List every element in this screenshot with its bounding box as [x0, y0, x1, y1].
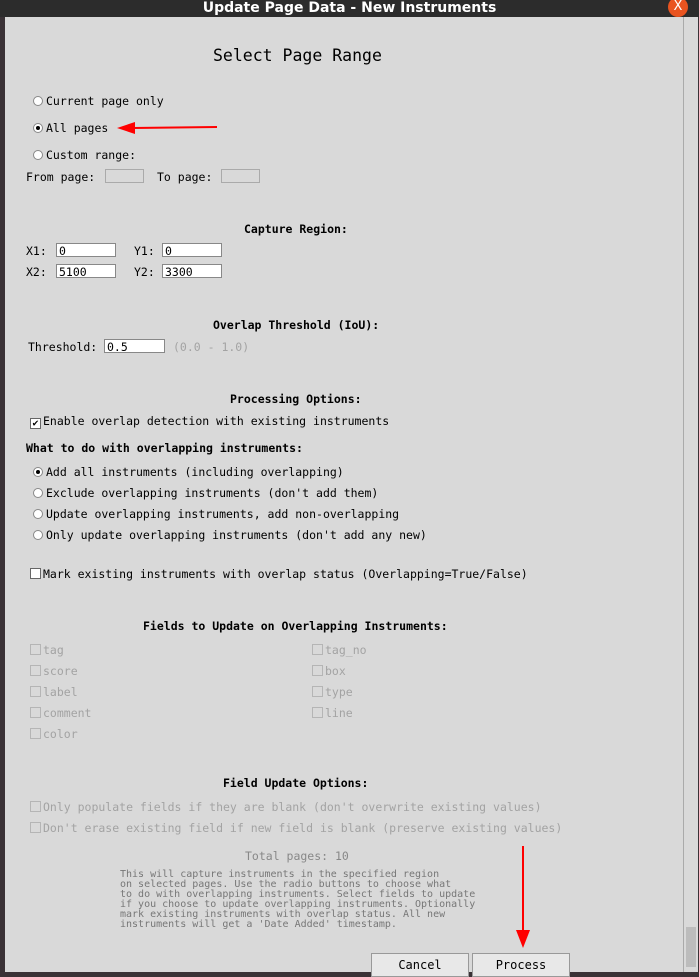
radio-label: Only update overlapping instruments (don't add any new)	[46, 528, 427, 542]
radio-update-overlapping[interactable]	[33, 507, 399, 521]
radio-label: All pages	[46, 121, 109, 135]
y2-input[interactable]: 3300	[162, 264, 222, 278]
enable-overlap-checkbox[interactable]	[30, 414, 389, 429]
x1-label: X1:	[26, 244, 47, 258]
x2-input[interactable]: 5100	[56, 264, 116, 278]
checkbox-icon	[312, 644, 323, 655]
checkbox-label: score	[43, 664, 78, 678]
radio-current-page[interactable]	[33, 94, 164, 108]
checkbox-label: type	[325, 685, 353, 699]
total-pages: Total pages: 10	[245, 849, 349, 863]
radio-add-all[interactable]	[33, 465, 344, 479]
dont-erase-checkbox[interactable]	[30, 821, 562, 835]
checkbox-icon	[30, 728, 41, 739]
x1-input[interactable]: 0	[56, 243, 116, 257]
process-button[interactable]: Process	[472, 953, 570, 977]
field-label-checkbox[interactable]	[30, 685, 78, 699]
threshold-hint: (0.0 - 1.0)	[173, 340, 250, 354]
checkbox-icon	[30, 568, 41, 579]
overlap-threshold-title: Overlap Threshold (IoU):	[213, 318, 380, 332]
field-update-options-title: Field Update Options:	[223, 776, 369, 790]
field-tag-no-checkbox[interactable]	[312, 643, 367, 657]
checkbox-icon	[312, 707, 323, 718]
radio-exclude-overlapping[interactable]	[33, 486, 378, 500]
from-page-input[interactable]	[105, 169, 144, 183]
threshold-input[interactable]: 0.5	[104, 339, 165, 353]
checkbox-label: box	[325, 664, 346, 678]
radio-label: Current page only	[46, 94, 164, 108]
close-button[interactable]: X	[668, 0, 688, 17]
field-comment-checkbox[interactable]	[30, 706, 91, 720]
x2-label: X2:	[26, 265, 47, 279]
radio-label: Add all instruments (including overlapping)	[46, 465, 344, 479]
window-title: Update Page Data - New Instruments	[202, 0, 497, 16]
title-bar	[0, 0, 699, 17]
checkbox-label: tag_no	[325, 643, 367, 657]
description-text: This will capture instruments in the specified region on selected pages. Use the radio buttons to choose what to do with overlapping instruments. Select fields to update if you choose to update overlapping instruments. Optionally mark existing instruments with overlap status. All new instruments will get a 'Date Added' timestamp.	[120, 869, 476, 930]
y1-input[interactable]: 0	[162, 243, 222, 257]
mark-overlap-checkbox[interactable]	[30, 567, 528, 581]
to-page-input[interactable]	[221, 169, 260, 183]
scrollbar[interactable]	[683, 17, 698, 972]
radio-label: Exclude overlapping instruments (don't add them)	[46, 486, 379, 500]
checkbox-label: Mark existing instruments with overlap status (Overlapping=True/False)	[43, 567, 528, 581]
checkbox-label: Don't erase existing field if new field is blank (preserve existing values)	[43, 821, 563, 835]
y2-label: Y2:	[134, 265, 155, 279]
checkbox-icon	[30, 686, 41, 697]
radio-custom-range[interactable]	[33, 148, 136, 162]
field-tag-checkbox[interactable]	[30, 643, 64, 657]
radio-icon	[33, 467, 43, 477]
checkbox-label: tag	[43, 643, 64, 657]
radio-all-pages[interactable]	[33, 121, 108, 135]
cancel-button[interactable]: Cancel	[371, 953, 469, 977]
annotation-arrow-down	[514, 845, 532, 950]
field-color-checkbox[interactable]	[30, 727, 78, 741]
checkbox-icon	[30, 801, 41, 812]
checkbox-icon	[30, 822, 41, 833]
annotation-arrow-left	[115, 120, 220, 136]
checkbox-label: comment	[43, 706, 92, 720]
radio-icon	[33, 123, 43, 133]
radio-icon	[33, 488, 43, 498]
checkbox-icon	[312, 686, 323, 697]
checkbox-icon	[30, 665, 41, 676]
y1-label: Y1:	[134, 244, 155, 258]
scrollbar-thumb[interactable]	[686, 927, 696, 967]
radio-icon	[33, 150, 43, 160]
checkbox-icon	[312, 665, 323, 676]
field-line-checkbox[interactable]	[312, 706, 353, 720]
checkbox-label: label	[43, 685, 78, 699]
capture-region-title: Capture Region:	[244, 222, 348, 236]
processing-options-title: Processing Options:	[230, 392, 362, 406]
field-score-checkbox[interactable]	[30, 664, 78, 678]
radio-icon	[33, 96, 43, 106]
only-populate-blank-checkbox[interactable]	[30, 800, 542, 814]
checkbox-icon	[30, 707, 41, 718]
field-type-checkbox[interactable]	[312, 685, 353, 699]
from-page-label: From page:	[26, 170, 96, 184]
radio-only-update[interactable]	[33, 528, 427, 542]
overlap-action-label: What to do with overlapping instruments:	[26, 441, 303, 455]
field-box-checkbox[interactable]	[312, 664, 346, 678]
to-page-label: To page:	[157, 170, 213, 184]
checkmark-icon: ✔	[30, 418, 41, 429]
checkbox-label: color	[43, 727, 78, 741]
radio-label: Update overlapping instruments, add non-overlapping	[46, 507, 400, 521]
checkbox-label: Enable overlap detection with existing instruments	[43, 414, 390, 428]
radio-icon	[33, 530, 43, 540]
radio-label: Custom range:	[46, 148, 137, 162]
checkbox-label: Only populate fields if they are blank (don't overwrite existing values)	[43, 800, 542, 814]
checkbox-icon	[30, 644, 41, 655]
threshold-label: Threshold:	[28, 340, 98, 354]
radio-icon	[33, 509, 43, 519]
checkbox-label: line	[325, 706, 353, 720]
fields-title: Fields to Update on Overlapping Instruments:	[143, 619, 448, 633]
page-range-title: Select Page Range	[213, 46, 382, 65]
